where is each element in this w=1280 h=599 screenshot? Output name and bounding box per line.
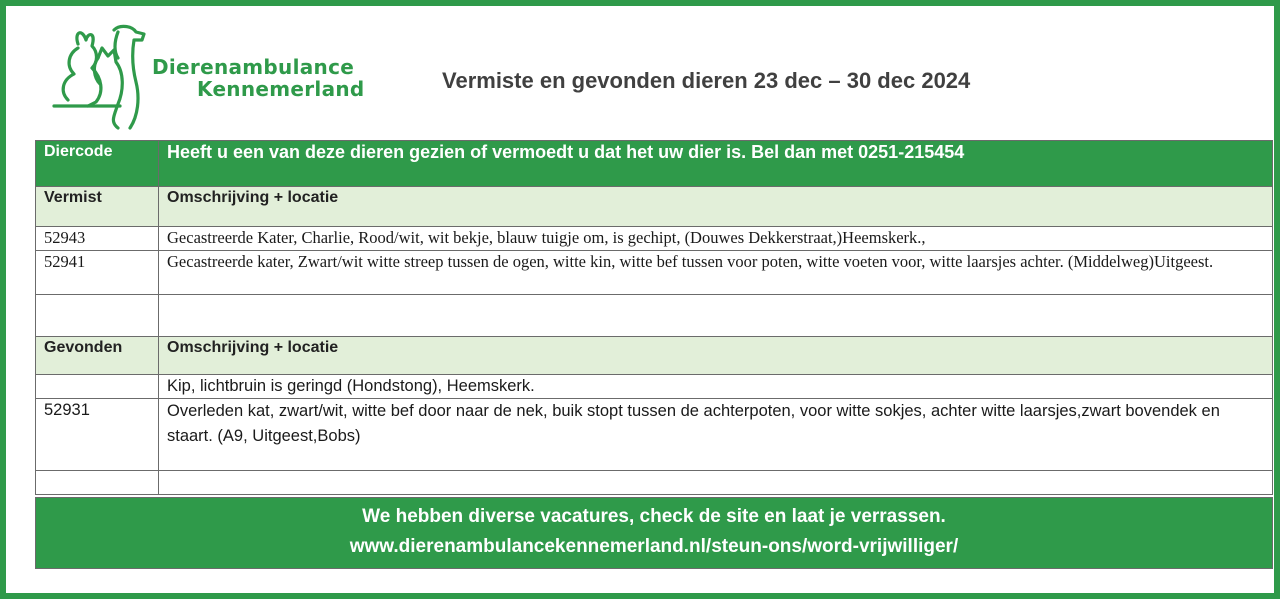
table-row: [36, 375, 1273, 399]
row-code: 52941: [36, 251, 159, 295]
row-code: [36, 471, 159, 495]
row-description: Overleden kat, zwart/wit, witte bef door naar de nek, buik stopt tussen de achterpoten, voor witte sokjes, achter witte laarsjes,zwart bovendek en staart. (A9, Uitgeest,Bobs): [159, 399, 1273, 471]
section-desc-label-found: Omschrijving + locatie: [159, 337, 1273, 375]
logo-name-line2: Kennemerland: [197, 77, 365, 101]
row-description: [159, 295, 1273, 337]
table-row: [36, 399, 1273, 471]
row-code: [36, 375, 159, 399]
row-description: Kip, lichtbruin is geringd (Hondstong), Heemskerk.: [159, 375, 1273, 399]
header-message: Heeft u een van deze dieren gezien of vermoedt u dat het uw dier is. Bel dan met 0251-215454: [159, 141, 1273, 187]
section-label-found: Gevonden: [36, 337, 159, 375]
logo-name-line1: Dierenambulance: [152, 55, 355, 79]
row-code: 52931: [36, 399, 159, 471]
row-code: [36, 295, 159, 337]
rabbit-cat-dog-logo-icon: [48, 22, 152, 134]
footer-volunteer-link[interactable]: www.dierenambulancekennemerland.nl/steun-ons/word-vrijwilliger/: [349, 536, 959, 557]
section-label-missing: Vermist: [36, 187, 159, 227]
page-title: Vermiste en gevonden dieren 23 dec – 30 dec 2024: [442, 68, 971, 93]
section-desc-label-missing: Omschrijving + locatie: [159, 187, 1273, 227]
footer-vacancies-text: We hebben diverse vacatures, check de site en laat je verrassen.: [362, 506, 946, 527]
table-row: [36, 251, 1273, 295]
table-row-empty: [36, 471, 1273, 495]
logo-text: [152, 56, 365, 100]
row-description: Gecastreerde Kater, Charlie, Rood/wit, wit bekje, blauw tuigje om, is gechipt, (Douwes Dekkerstraat,)Heemskerk.,: [159, 227, 1273, 251]
header-code-label: Diercode: [36, 141, 159, 187]
table-row: [36, 227, 1273, 251]
table-row-empty: [36, 295, 1273, 337]
row-description: [159, 471, 1273, 495]
section-row-missing: [36, 187, 1273, 227]
row-description: Gecastreerde kater, Zwart/wit witte streep tussen de ogen, witte kin, witte bef tussen voor poten, witte voeten voor, witte laarsjes achter. (Middelweg)Uitgeest.: [159, 251, 1273, 295]
section-row-found: [36, 337, 1273, 375]
footer-banner: [35, 497, 1273, 569]
logo: [48, 22, 368, 134]
table-header-row: [36, 141, 1273, 187]
animals-table: [35, 140, 1273, 495]
row-code: 52943: [36, 227, 159, 251]
